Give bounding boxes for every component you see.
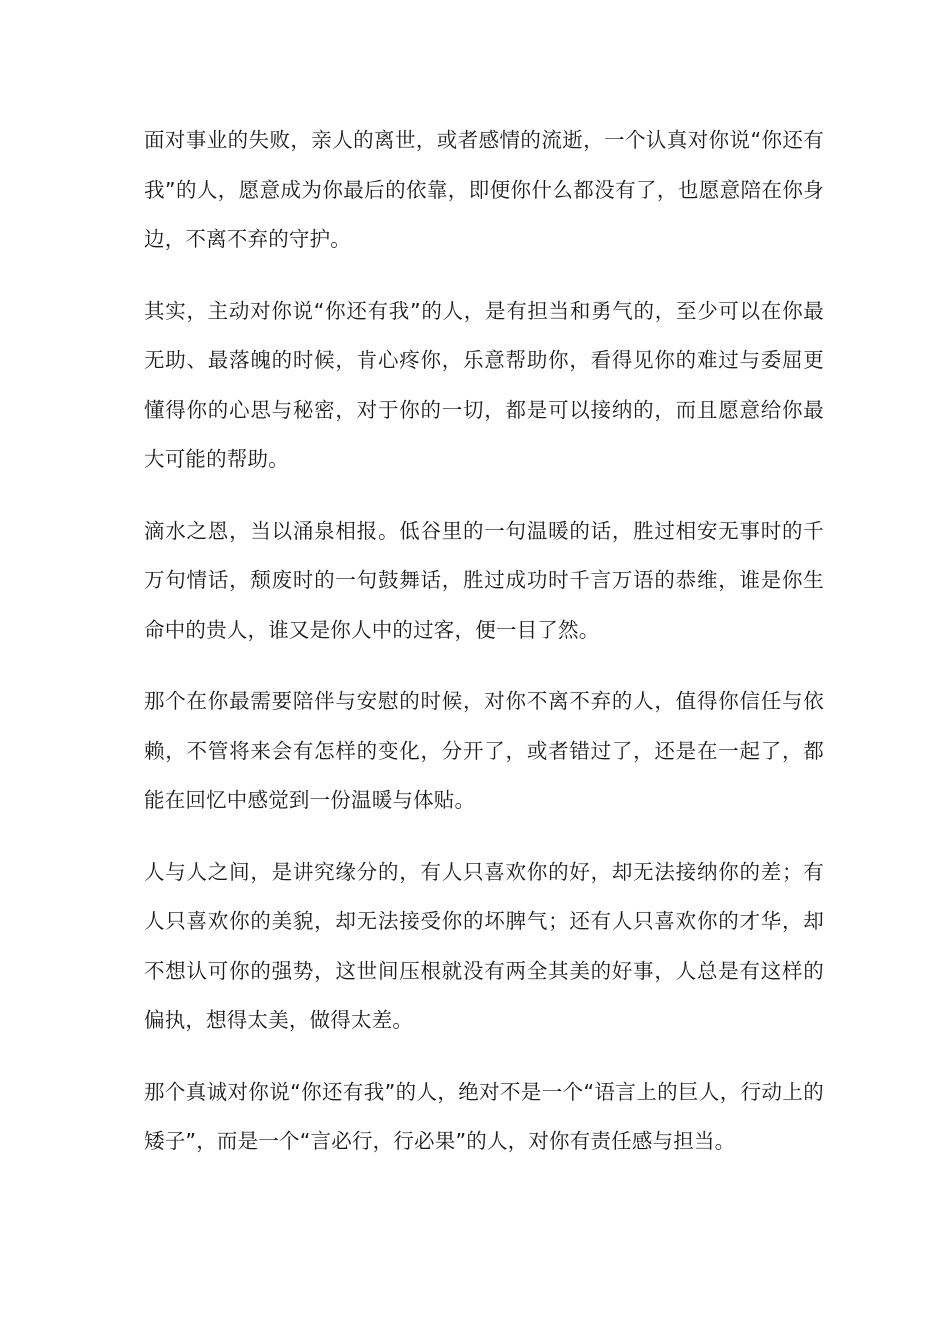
document-body	[144, 116, 824, 1189]
paragraph-1: 面对事业的失败，亲人的离世，或者感情的流逝，一个认真对你说“你还有我”的人，愿意成为你最后的依靠，即便你什么都没有了，也愿意陪在你身边，不离不弃的守护。	[144, 128, 824, 251]
paragraph-4: 那个在你最需要陪伴与安慰的时候，对你不离不弃的人，值得你信任与依赖，不管将来会有怎样的变化，分开了，或者错过了，还是在一起了，都能在回忆中感觉到一份温暖与体贴。	[144, 689, 824, 812]
paragraph-3: 滴水之恩，当以涌泉相报。低谷里的一句温暖的话，胜过相安无事时的千万句情话，颓废时的一句鼓舞话，胜过成功时千言万语的恭维，谁是你生命中的贵人，谁又是你人中的过客，便一目了然。	[144, 518, 824, 642]
paragraph-2: 其实，主动对你说“你还有我”的人，是有担当和勇气的，至少可以在你最无助、最落魄的时候，肯心疼你，乐意帮助你，看得见你的难过与委屈更懂得你的心思与秘密，对于你的一切，都是可以接纳的，而且愿意给你最大可能的帮助。	[144, 298, 824, 471]
paragraph-5: 人与人之间，是讲究缘分的，有人只喜欢你的好，却无法接纳你的差；有人只喜欢你的美貌，却无法接受你的坏脾气；还有人只喜欢你的才华，却不想认可你的强势，这世间压根就没有两全其美的好事，人总是有这样的偏执，想得太美，做得太差。	[144, 859, 824, 1032]
paragraph-6: 那个真诚对你说“你还有我”的人，绝对不是一个“语言上的巨人，行动上的矮子”，而是一个“言必行，行必果”的人，对你有责任感与担当。	[144, 1079, 824, 1153]
